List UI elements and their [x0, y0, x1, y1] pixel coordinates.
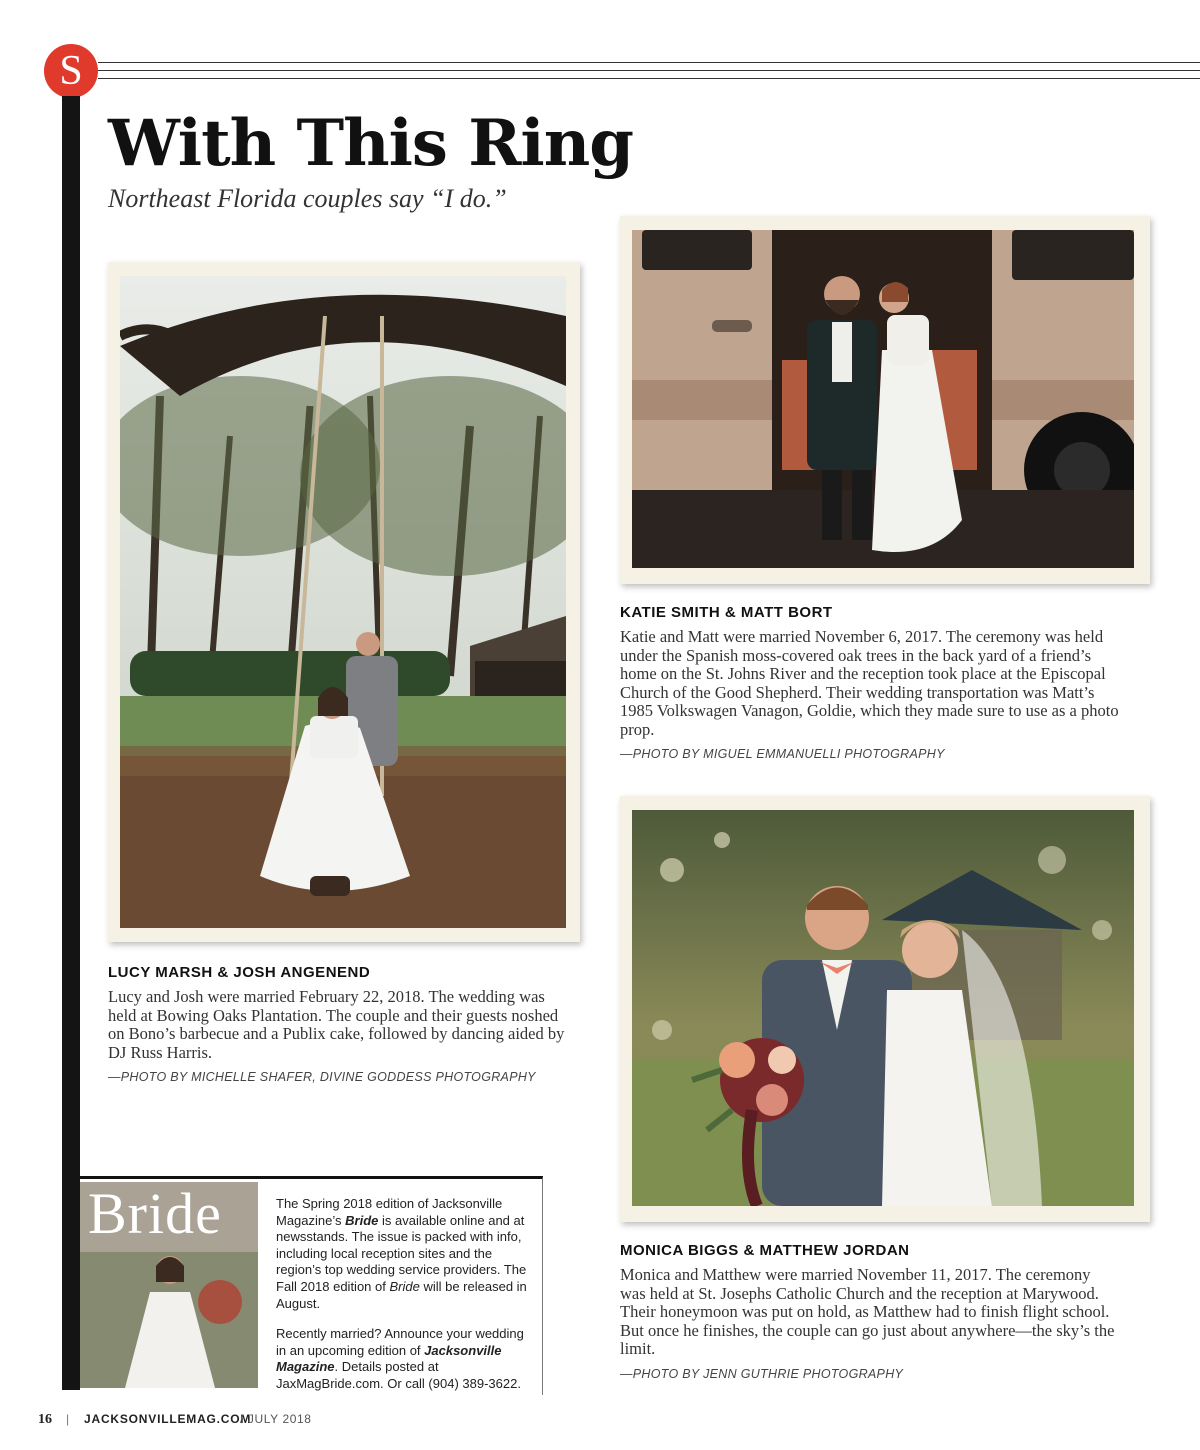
couple-story: Monica and Matthew were married November 11, 2017. The ceremony was held at St. Josephs Catholic Church and the reception at Marywood. Their honeymoon was put on hold, as Matthew had to finish flight school. But once he finishes, the couple can go just about anywhere—the sky’s the limit. — [620, 1265, 1115, 1359]
sidebar-paragraph-1: The Spring 2018 edition of Jacksonville Magazine’s Bride is available online and at newsstands. The issue is packed with info, including local reception sites and the region’s top wedding service providers. The Fall 2018 edition of Bride will be released in August. — [276, 1196, 527, 1311]
page-subtitle: Northeast Florida couples say “I do.” — [108, 184, 507, 213]
photo-frame-lucy-josh — [108, 262, 580, 942]
couple-name: MONICA BIGGS & MATTHEW JORDAN — [620, 1242, 910, 1259]
sidebar-paragraph-2: Recently married? Announce your wedding in an upcoming edition of Jacksonville Magazine. Details posted at JaxMagBride.com. Or call (904) 389-3622. — [276, 1326, 524, 1391]
footer-separator: | — [66, 1412, 70, 1426]
footer-site-link[interactable]: JACKSONVILLEMAG.COM — [84, 1412, 252, 1426]
couple-name: LUCY MARSH & JOSH ANGENEND — [108, 964, 371, 981]
footer-issue-date: / JULY 2018 — [240, 1412, 312, 1426]
photo-frame-katie-matt — [620, 216, 1150, 584]
photo-credit: —PHOTO BY MIGUEL EMMANUELLI PHOTOGRAPHY — [620, 747, 945, 761]
header-rule — [98, 62, 1200, 63]
photo-credit: —PHOTO BY MICHELLE SHAFER, DIVINE GODDESS PHOTOGRAPHY — [108, 1070, 536, 1084]
bride-magazine-cover[interactable] — [80, 1182, 258, 1388]
photo-bouquet-couple — [632, 810, 1134, 1206]
couple-story: Lucy and Josh were married February 22, 2018. The wedding was held at Bowing Oaks Plantation. The couple and their guests noshed on Bono’s barbecue and a Publix cake, followed by dancing aided by DJ Russ Harris. — [108, 987, 565, 1062]
section-bar — [62, 96, 80, 1390]
photo-swing-couple — [120, 276, 566, 928]
photo-frame-monica-matthew — [620, 796, 1150, 1222]
couple-name: KATIE SMITH & MATT BORT — [620, 604, 833, 621]
cover-title: Bride — [88, 1182, 222, 1246]
couple-story: Katie and Matt were married November 6, 2017. The ceremony was held under the Spanish moss-covered oak trees in the back yard of a friend’s home on the St. Johns River and the reception took place at the Episcopal Church of the Good Shepherd. Their wedding transportation was Matt’s 1985 Volkswagen Vanagon, Goldie, which they made sure to use as a photo prop. — [620, 627, 1119, 739]
photo-van-couple — [632, 230, 1134, 568]
header-rule — [98, 70, 1200, 71]
header-rule — [98, 78, 1200, 79]
section-badge: S — [44, 44, 98, 98]
page-number: 16 — [38, 1412, 52, 1427]
photo-credit: —PHOTO BY JENN GUTHRIE PHOTOGRAPHY — [620, 1367, 904, 1381]
page-title: With This Ring — [108, 106, 633, 181]
